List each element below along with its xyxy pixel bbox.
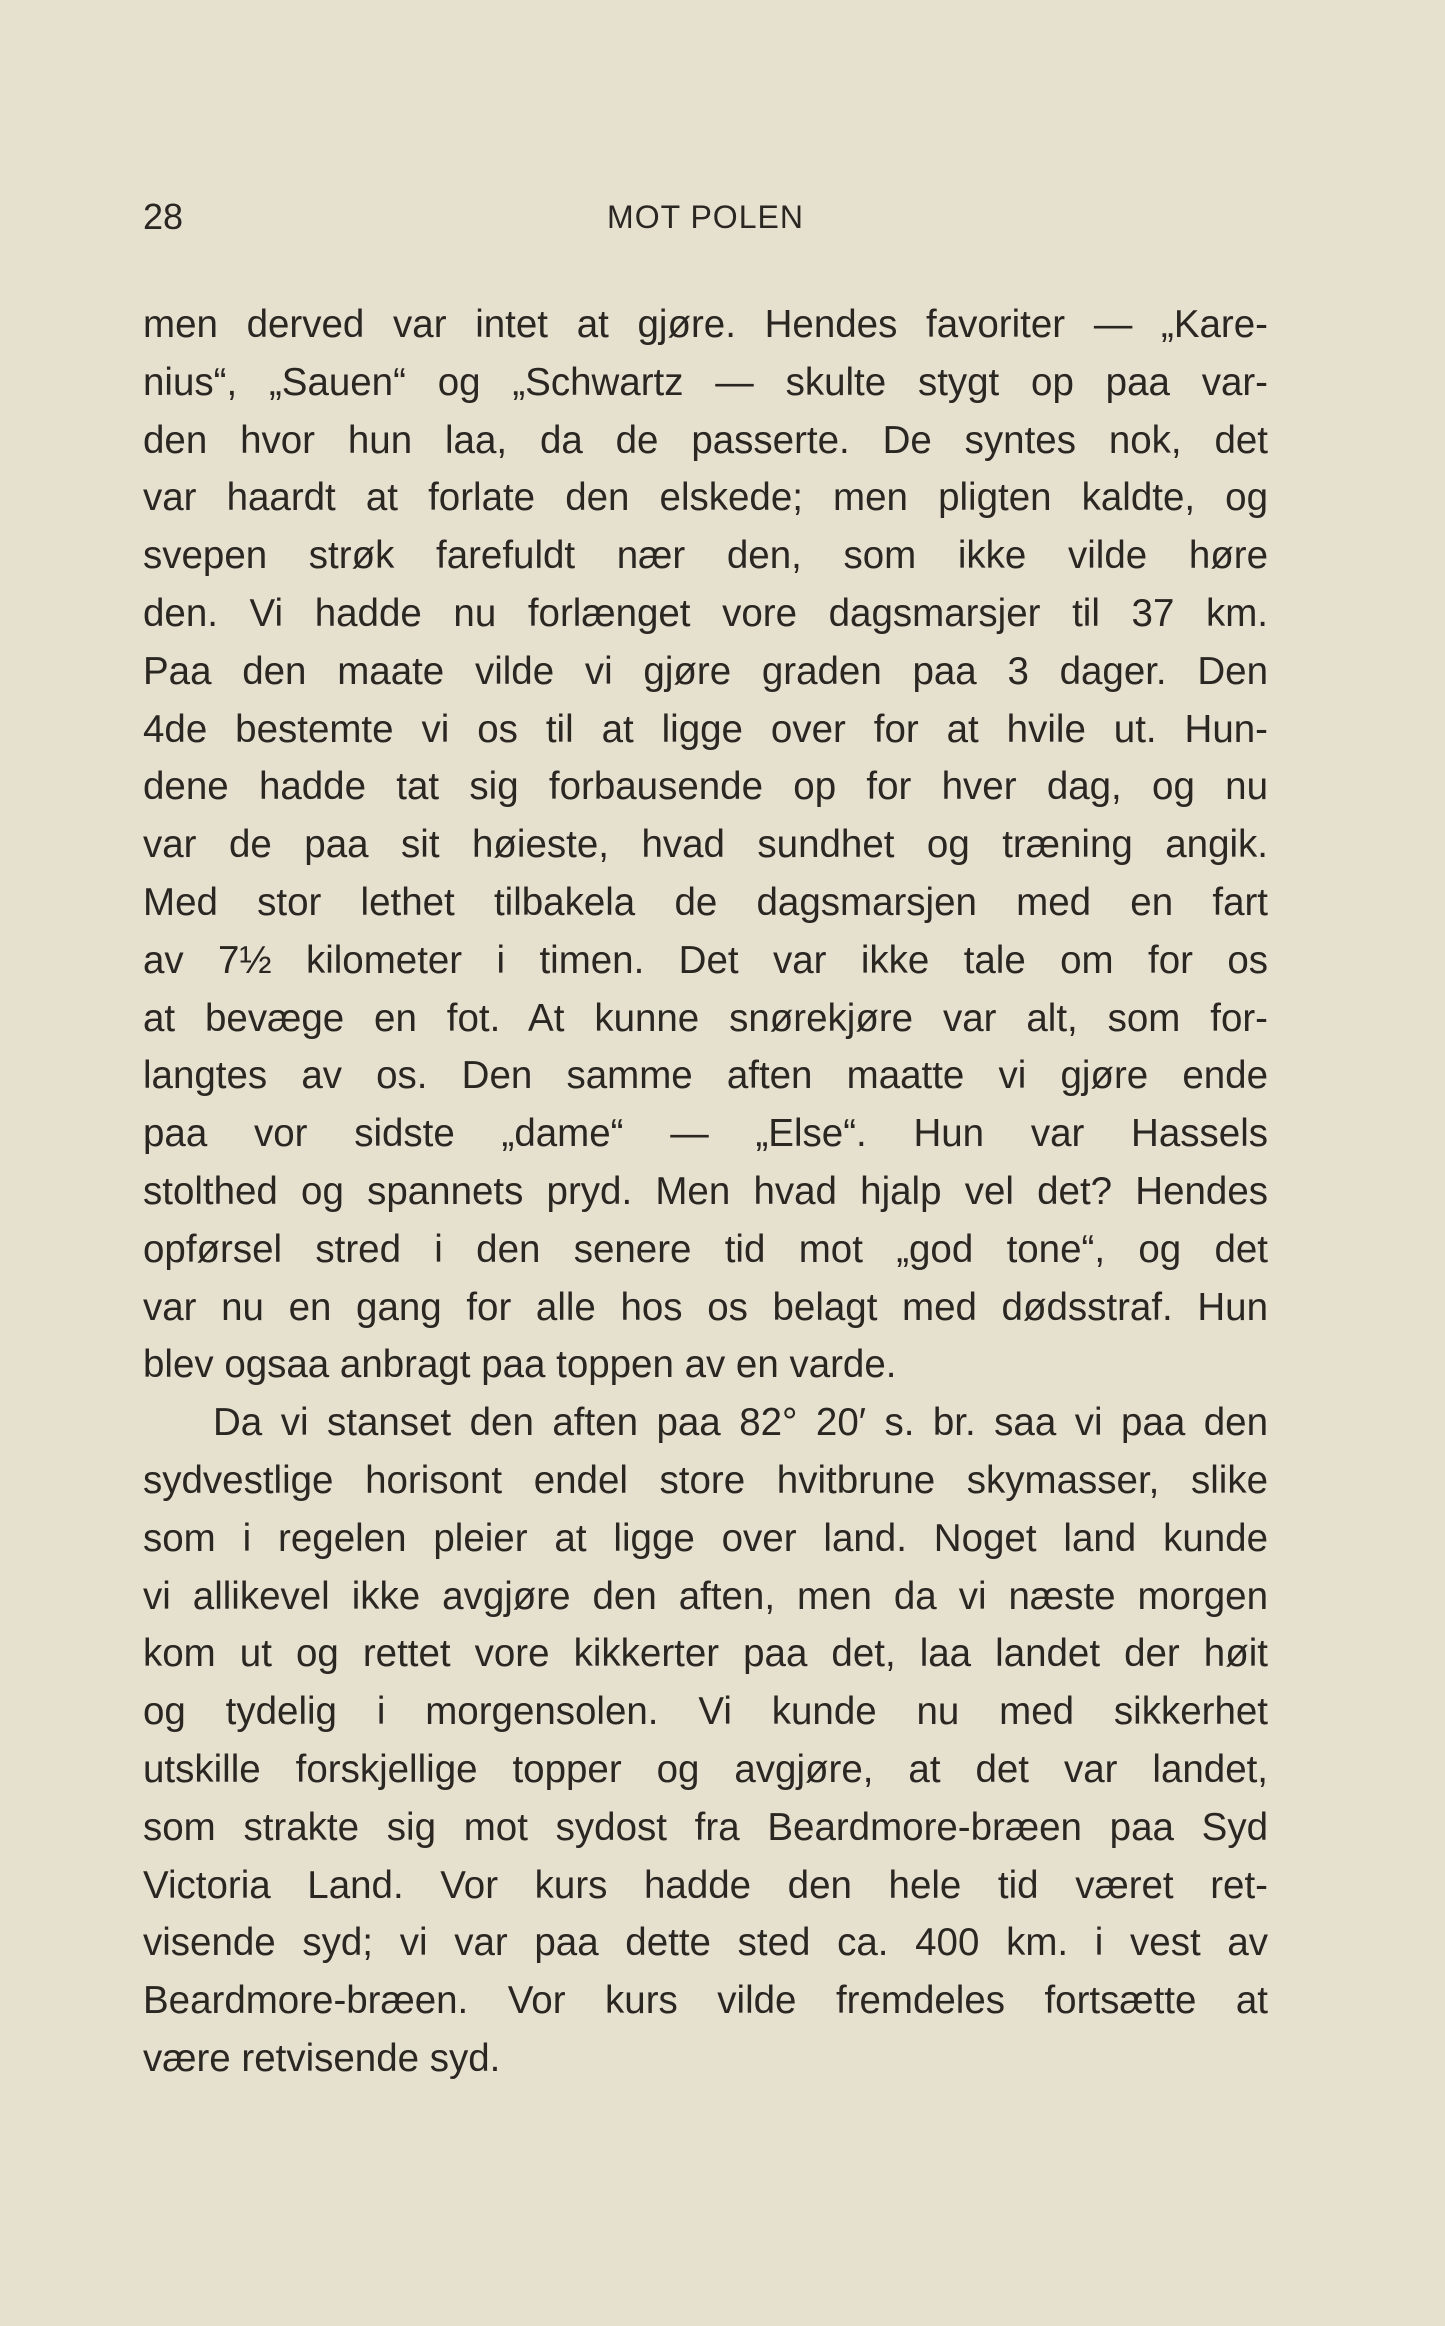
- body-text: [143, 296, 1268, 2088]
- text-line: svepen strøk farefuldt nær den, som ikke vilde høre: [143, 534, 1268, 578]
- text-line: som strakte sig mot sydost fra Beardmore-bræen paa Syd: [143, 1805, 1268, 1849]
- text-line: Paa den maate vilde vi gjøre graden paa 3 dager. Den: [143, 649, 1268, 693]
- text-line: opførsel stred i den senere tid mot „god tone“, og det: [143, 1227, 1268, 1271]
- text-line: visende syd; vi var paa dette sted ca. 400 km. i vest av: [143, 1921, 1268, 1965]
- page-header: [143, 192, 1268, 242]
- text-line: Beardmore-bræen. Vor kurs vilde fremdeles fortsætte at: [143, 1979, 1268, 2023]
- page-number: 28: [143, 196, 184, 237]
- text-line: stolthed og spannets pryd. Men hvad hjalp vel det? Hendes: [143, 1169, 1268, 1213]
- text-line: dene hadde tat sig forbausende op for hver dag, og nu: [143, 765, 1268, 809]
- text-line: nius“, „Sauen“ og „Schwartz — skulte stygt op paa var-: [143, 360, 1268, 404]
- text-line: langtes av os. Den samme aften maatte vi gjøre ende: [143, 1054, 1268, 1098]
- text-line: blev ogsaa anbragt paa toppen av en varde.: [143, 1343, 897, 1387]
- text-line: kom ut og rettet vore kikkerter paa det, laa landet der høit: [143, 1632, 1268, 1676]
- text-line: Da vi stanset den aften paa 82° 20′ s. br. saa vi paa den: [213, 1401, 1268, 1445]
- text-line: Med stor lethet tilbakela de dagsmarsjen med en fart: [143, 880, 1268, 924]
- text-line: vi allikevel ikke avgjøre den aften, men da vi næste morgen: [143, 1574, 1268, 1618]
- text-line: men derved var intet at gjøre. Hendes favoriter — „Kare-: [143, 303, 1268, 346]
- text-line: utskille forskjellige topper og avgjøre, at det var landet,: [143, 1747, 1268, 1791]
- text-line: som i regelen pleier at ligge over land. Noget land kunde: [143, 1516, 1268, 1560]
- text-line: den hvor hun laa, da de passerte. De syntes nok, det: [143, 418, 1268, 462]
- text-line: at bevæge en fot. At kunne snørekjøre var alt, som for-: [143, 996, 1268, 1040]
- text-line: sydvestlige horisont endel store hvitbrune skymasser, slike: [143, 1458, 1268, 1502]
- text-line: 4de bestemte vi os til at ligge over for at hvile ut. Hun-: [143, 707, 1268, 751]
- running-title: MOT POLEN: [607, 199, 804, 235]
- text-line: var de paa sit høieste, hvad sundhet og træning angik.: [143, 823, 1268, 867]
- text-line: av 7½ kilometer i timen. Det var ikke tale om for os: [143, 938, 1268, 982]
- text-line: paa vor sidste „dame“ — „Else“. Hun var Hassels: [143, 1112, 1268, 1156]
- text-line: og tydelig i morgensolen. Vi kunde nu med sikkerhet: [143, 1690, 1268, 1734]
- text-line: var nu en gang for alle hos os belagt med dødsstraf. Hun: [143, 1285, 1268, 1329]
- text-line: den. Vi hadde nu forlænget vore dagsmarsjer til 37 km.: [143, 591, 1268, 635]
- text-line: være retvisende syd.: [143, 2036, 501, 2080]
- text-line: var haardt at forlate den elskede; men pligten kaldte, og: [143, 476, 1268, 520]
- text-line: Victoria Land. Vor kurs hadde den hele tid været ret-: [143, 1863, 1268, 1907]
